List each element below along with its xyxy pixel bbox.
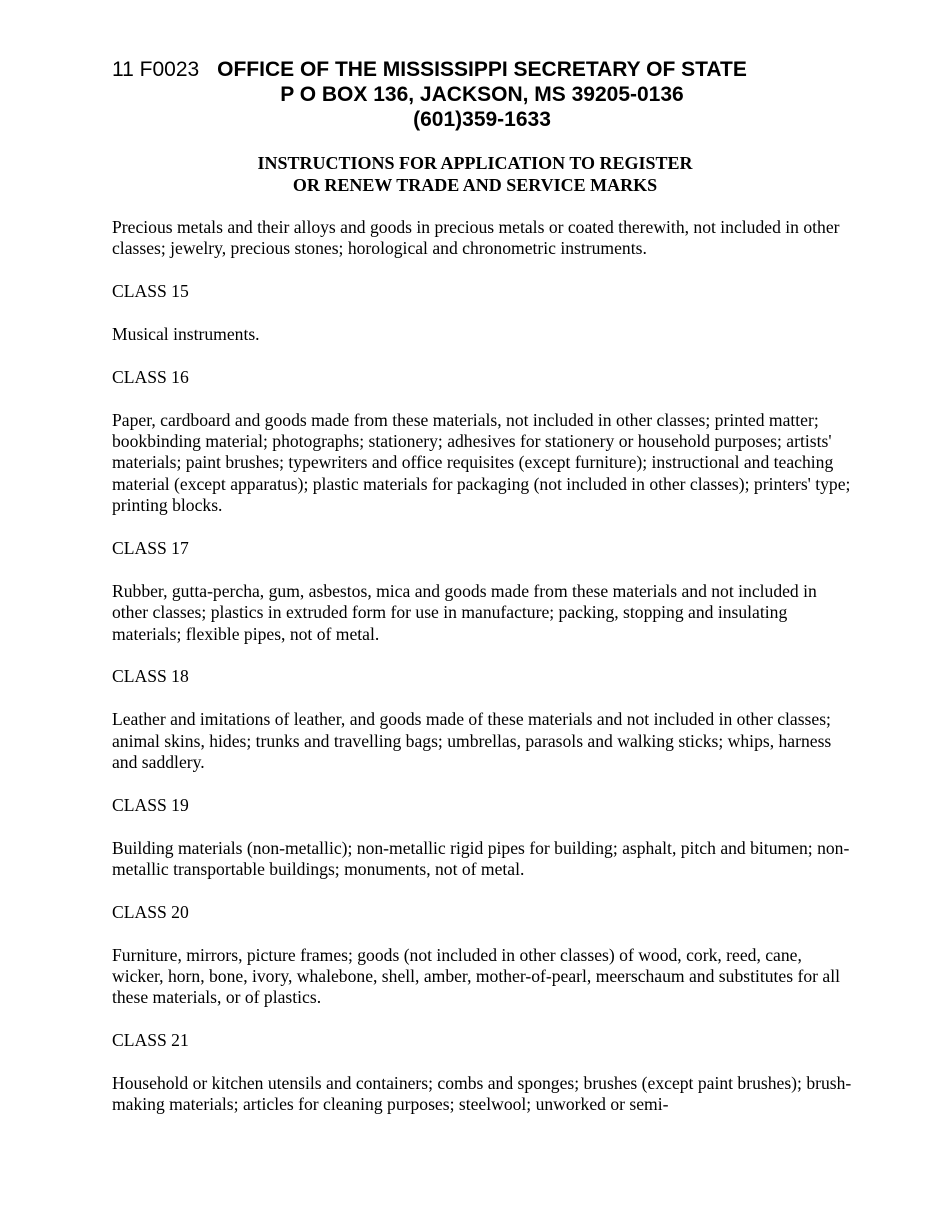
class-heading: CLASS 16 [112,366,189,387]
title-line-1: INSTRUCTIONS FOR APPLICATION TO REGISTER [257,153,693,173]
office-address: P O BOX 136, JACKSON, MS 39205-0136 [280,83,684,106]
intro-paragraph: Precious metals and their alloys and goods in precious metals or coated therewith, not included in other classes; jewelry, precious stones; horological and chronometric instruments. [112,217,840,259]
class-description: Household or kitchen utensils and containers; combs and sponges; brushes (except paint brushes); brush-making materials; articles for cleaning purposes; steelwool; unworked or semi- [112,1073,852,1115]
class-heading: CLASS 21 [112,1030,189,1051]
document-title [112,152,838,196]
title-line-2: OR RENEW TRADE AND SERVICE MARKS [292,175,658,195]
office-block [184,57,780,132]
form-code: 11 F0023 [112,58,200,81]
class-description: Rubber, gutta-percha, gum, asbestos, mica and goods made from these materials and not included in other classes; plastics in extruded form for use in manufacture; packing, stopping and insulating materials; flexible pipes, not of metal. [112,580,817,644]
class-heading: CLASS 20 [112,901,189,922]
class-heading: CLASS 15 [112,281,189,302]
class-heading: CLASS 18 [112,666,189,687]
class-heading: CLASS 17 [112,538,189,559]
class-description: Furniture, mirrors, picture frames; goods (not included in other classes) of wood, cork, reed, cane, wicker, horn, bone, ivory, whalebone, shell, amber, mother-of-pearl, meerschaum and substitutes for all these materials, or of plastics. [112,944,840,1008]
class-description: Paper, cardboard and goods made from these materials, not included in other classes; printed matter; bookbinding material; photographs; stationery; adhesives for stationery or household purposes; artists' materials; paint brushes; typewriters and office requisites (except furniture); instructional and teaching material (except apparatus); plastic materials for packaging (not included in other classes); printers' type; printing blocks. [112,409,851,516]
document-body [112,217,852,1137]
office-name: OFFICE OF THE MISSISSIPPI SECRETARY OF STATE [217,58,747,81]
class-heading: CLASS 19 [112,794,189,815]
class-description: Building materials (non-metallic); non-metallic rigid pipes for building; asphalt, pitch and bitumen; non-metallic transportable buildings; monuments, not of metal. [112,837,850,880]
class-description: Leather and imitations of leather, and goods made of these materials and not included in other classes; animal skins, hides; trunks and travelling bags; umbrellas, parasols and walking sticks; whips, harness and saddlery. [112,709,832,773]
office-phone: (601)359-1633 [413,108,551,131]
class-description: Musical instruments. [112,324,260,344]
